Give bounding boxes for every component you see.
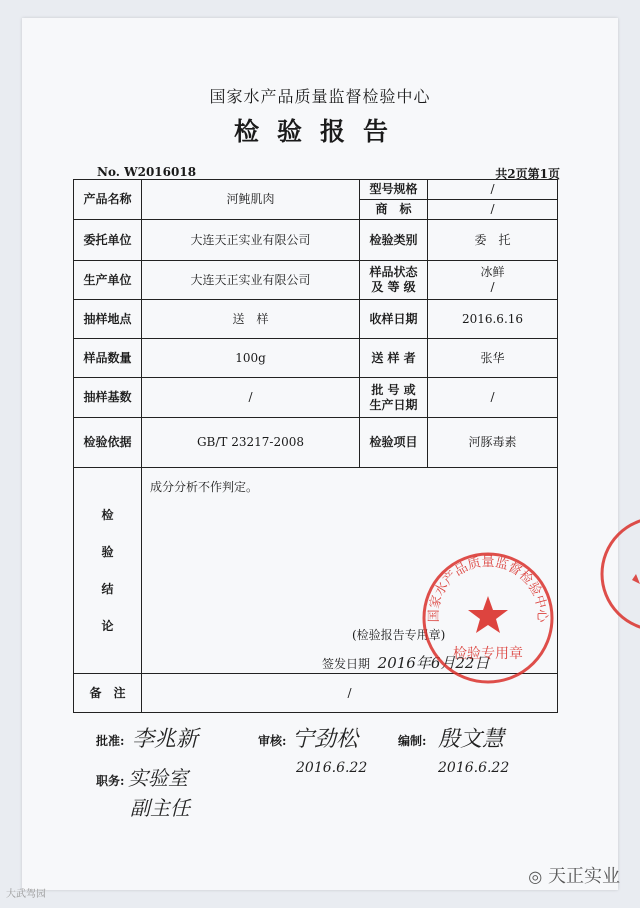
remark-label: 备 注 — [74, 674, 142, 713]
conclusion-label-char3: 结 — [101, 581, 114, 596]
sample-state-value — [428, 261, 558, 300]
sampling-base-value: / — [142, 378, 360, 418]
model-value: / — [428, 180, 558, 200]
product-name-value: 河鲀肌肉 — [142, 180, 360, 220]
wechat-icon: ◎ — [528, 867, 543, 886]
sample-qty-label: 样品数量 — [74, 339, 142, 378]
page-count: 共2页第1页 — [495, 167, 560, 181]
conclusion-text: 成分分析不作判定。 — [150, 480, 259, 494]
seal-sub-text: 检验专用章 — [453, 646, 523, 662]
review-signature: 宁劲松 — [292, 727, 359, 752]
compile-signature: 殷文慧 — [438, 727, 505, 752]
sample-state-text: 冰鲜 — [480, 265, 505, 279]
partial-seal-edge — [598, 512, 640, 636]
inspection-type-label: 检验类别 — [360, 220, 428, 261]
item-label: 检验项目 — [360, 418, 428, 468]
review-label: 审核: — [258, 734, 287, 748]
watermark-right — [528, 862, 620, 888]
watermark-left: 大武驾园 — [6, 889, 46, 900]
inspection-type-value: 委 托 — [428, 220, 558, 261]
producer-label: 生产单位 — [74, 261, 142, 300]
remark-value: / — [142, 674, 558, 713]
item-value: 河豚毒素 — [428, 418, 558, 468]
sign-date-value: 2016年6月22日 — [377, 654, 490, 672]
model-label: 型号规格 — [360, 180, 428, 200]
batch-label-line2: 生产日期 — [369, 397, 418, 412]
seal-note: (检验报告专用章) — [352, 628, 446, 642]
batch-label — [360, 378, 428, 418]
sign-date-label: 签发日期 — [322, 657, 371, 671]
basis-label: 检验依据 — [74, 418, 142, 468]
seal-star-icon — [468, 596, 508, 633]
compile-date: 2016.6.22 — [438, 760, 510, 776]
official-seal — [418, 548, 558, 688]
sampling-base-label: 抽样基数 — [74, 378, 142, 418]
sampling-site-value: 送 样 — [142, 300, 360, 339]
client-value: 大连天正实业有限公司 — [142, 220, 360, 261]
producer-value: 大连天正实业有限公司 — [142, 261, 360, 300]
sender-label: 送 样 者 — [360, 339, 428, 378]
conclusion-label — [74, 468, 142, 674]
brand-label: 商 标 — [360, 200, 428, 220]
brand-value: / — [428, 200, 558, 220]
sample-state-label — [360, 261, 428, 300]
seal-main-text: 国家水产品质量监督检验中心 — [426, 555, 550, 623]
signature-area — [0, 720, 640, 840]
position-label: 职务: — [96, 774, 125, 788]
approve-signature: 李兆新 — [132, 727, 199, 752]
sampling-site-label: 抽样地点 — [74, 300, 142, 339]
compile-label: 编制: — [398, 734, 427, 748]
sample-state-label-line2: 及 等 级 — [371, 280, 416, 294]
watermark-right-text: 天正实业 — [548, 866, 620, 887]
conclusion-label-char4: 论 — [101, 618, 114, 633]
approve-label: 批准: — [96, 734, 125, 748]
issuing-organization: 国家水产品质量监督检验中心 — [209, 87, 431, 106]
batch-label-line1: 批 号 或 — [371, 382, 416, 397]
receipt-date-label: 收样日期 — [360, 300, 428, 339]
conclusion-label-char1: 检 — [101, 507, 114, 522]
position-value-line2: 副主任 — [130, 796, 190, 820]
sender-value: 张华 — [428, 339, 558, 378]
sample-qty-value: 100g — [142, 339, 360, 378]
review-date: 2016.6.22 — [296, 760, 368, 776]
position-value-line1: 实验室 — [128, 766, 188, 790]
report-title: 检验报告 — [233, 117, 406, 146]
report-number: No. W2016018 — [97, 165, 197, 179]
receipt-date-value: 2016.6.16 — [428, 300, 558, 339]
conclusion-label-char2: 验 — [101, 544, 114, 559]
client-label: 委托单位 — [74, 220, 142, 261]
batch-value: / — [428, 378, 558, 418]
grade-text: / — [490, 280, 495, 294]
product-name-label: 产品名称 — [74, 180, 142, 220]
basis-value: GB/T 23217-2008 — [142, 418, 360, 468]
sample-state-label-line1: 样品状态 — [369, 265, 418, 279]
